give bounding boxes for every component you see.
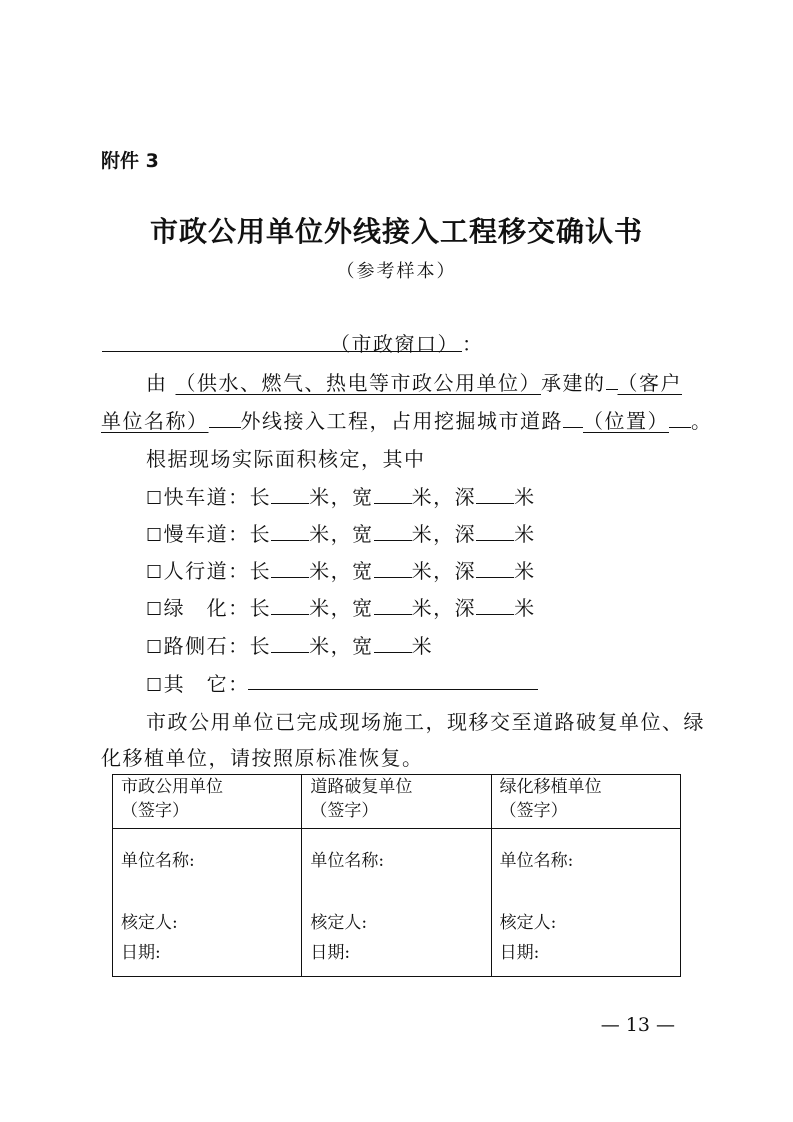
signature-cell[interactable]	[302, 829, 491, 977]
length-blank[interactable]	[271, 594, 309, 615]
header-cell: 市政公用单位 （签字）	[113, 775, 302, 829]
verifier-label: 核定人:	[310, 913, 368, 933]
checkbox-icon[interactable]: ☐	[146, 525, 164, 546]
para1-line2	[101, 405, 713, 434]
document-subtitle: （参考样本）	[336, 261, 457, 282]
item-row: ☐慢车道：长 米，宽 米，深 米	[146, 522, 536, 546]
length-blank[interactable]	[271, 520, 309, 541]
item-label: 其 它：	[163, 672, 250, 696]
para1-client-field: （客户	[617, 371, 682, 395]
addressee-colon: ：	[462, 332, 484, 356]
signature-cell[interactable]	[113, 829, 302, 977]
checkbox-icon[interactable]: ☐	[146, 675, 164, 696]
document-title: 市政公用单位外线接入工程移交确认书	[149, 215, 643, 248]
width-blank[interactable]	[374, 520, 412, 541]
para1-text: 由	[146, 371, 168, 395]
para1-text: 承建的	[541, 371, 606, 395]
width-blank[interactable]	[374, 632, 412, 653]
depth-blank[interactable]	[476, 594, 514, 615]
unit-name-label: 单位名称:	[499, 851, 574, 871]
checkbox-icon[interactable]: ☐	[146, 488, 164, 509]
item-row: ☐路侧石：长 米，宽 米	[146, 634, 434, 658]
checkbox-icon[interactable]: ☐	[146, 637, 164, 658]
item-row	[146, 668, 250, 697]
depth-blank[interactable]	[476, 520, 514, 541]
para1-text: 外线接入工程，占用挖掘城市道路	[240, 409, 563, 433]
para3-line1: 市政公用单位已完成现场施工，现移交至道路破复单位、绿	[146, 710, 705, 734]
length-blank[interactable]	[271, 483, 309, 504]
checkbox-icon[interactable]: ☐	[146, 599, 164, 620]
item-row: ☐快车道：长 米，宽 米，深 米	[146, 485, 536, 509]
width-blank[interactable]	[374, 557, 412, 578]
date-label: 日期:	[499, 943, 540, 963]
page-number: — 13 —	[600, 1014, 675, 1036]
unit-name-label: 单位名称:	[310, 851, 385, 871]
date-label: 日期:	[121, 943, 161, 963]
item-row: ☐人行道：长 米，宽 米，深 米	[146, 559, 536, 583]
other-blank[interactable]	[248, 689, 538, 690]
para1-client-field: 单位名称）	[101, 409, 209, 433]
item-label: 绿 化：	[163, 596, 250, 620]
para3-line2: 化移植单位，请按照原标准恢复。	[101, 746, 424, 770]
item-label: 路侧石：	[163, 634, 250, 658]
length-blank[interactable]	[271, 557, 309, 578]
item-label: 慢车道：	[163, 522, 250, 546]
para2: 根据现场实际面积核定，其中	[146, 447, 426, 471]
date-label: 日期:	[310, 943, 351, 963]
header-cell: 绿化移植单位 （签字）	[491, 775, 680, 829]
verifier-label: 核定人:	[121, 913, 178, 933]
header-cell: 道路破复单位 （签字）	[302, 775, 491, 829]
para1-line1	[146, 367, 682, 396]
item-label: 快车道：	[163, 485, 250, 509]
table-body-row	[113, 829, 681, 977]
para1-contractor-field: （供水、燃气、热电等市政公用单位）	[175, 371, 541, 395]
unit-name-label: 单位名称:	[121, 851, 195, 871]
checkbox-icon[interactable]: ☐	[146, 562, 164, 583]
depth-blank[interactable]	[476, 483, 514, 504]
verifier-label: 核定人:	[499, 913, 557, 933]
width-blank[interactable]	[374, 594, 412, 615]
item-label: 人行道：	[163, 559, 250, 583]
addressee-label: （市政窗口）	[330, 332, 459, 356]
table-header-row	[113, 775, 681, 829]
para1-location-field: （位置）	[583, 409, 669, 433]
para1-text: 。	[691, 409, 713, 433]
item-row: ☐绿 化：长 米，宽 米，深 米	[146, 596, 536, 620]
signature-table	[112, 774, 681, 977]
depth-blank[interactable]	[476, 557, 514, 578]
width-blank[interactable]	[374, 483, 412, 504]
signature-cell[interactable]	[491, 829, 680, 977]
attachment-label: 附件 3	[101, 150, 159, 172]
length-blank[interactable]	[271, 632, 309, 653]
